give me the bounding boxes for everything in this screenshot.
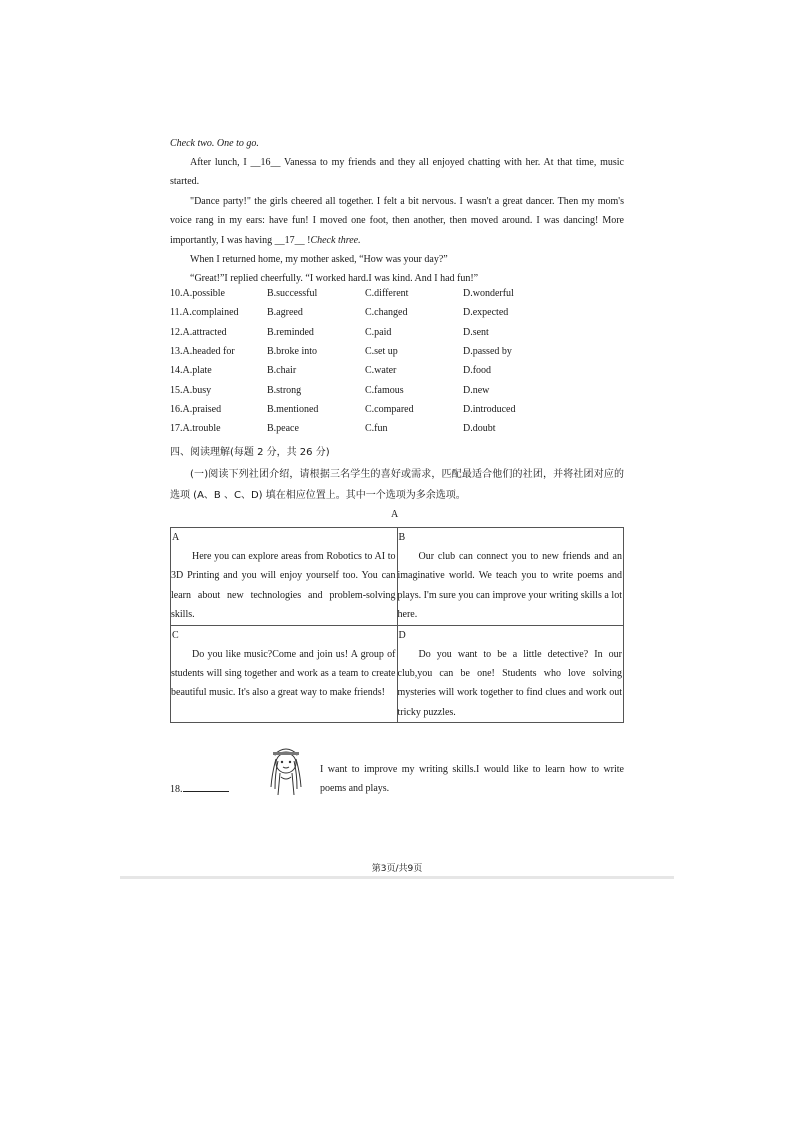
- option-text: D.passed by: [463, 346, 512, 357]
- option-text: C.water: [365, 365, 397, 376]
- check-two-line: Check two. One to go.: [170, 138, 259, 149]
- club-description: Do you like music?Come and join us! A group of students will sing together and work as a team to create beautiful music. It's also a great way to make friends!: [171, 648, 396, 699]
- option-text: 16.A.praised: [170, 404, 222, 415]
- question-18: [170, 780, 229, 795]
- answer-blank[interactable]: [183, 780, 229, 792]
- paragraph-dance-party: [170, 192, 624, 250]
- option-text: B.chair: [267, 365, 297, 376]
- option-text: D.food: [463, 365, 492, 376]
- passage-label: A: [391, 509, 399, 520]
- section-title: 四、阅读理解(每题 2 分，共 26 分): [170, 447, 330, 458]
- section-instruction: (一)阅读下列社团介绍，请根据三名学生的喜好或需求，匹配最适合他们的社团，并将社团对应的选项 (A、B 、C、D) 填在相应位置上。其中一个选项为多余选项。: [170, 469, 624, 501]
- option-row-12: [170, 327, 630, 346]
- option-row-15: [170, 385, 630, 404]
- paragraph-great-reply: “Great!”I replied cheerfully. “I worked hard.I was kind. And I had fun!”: [190, 273, 479, 284]
- option-text: D.new: [463, 385, 490, 396]
- option-text: C.fun: [365, 423, 388, 434]
- option-text: C.paid: [365, 327, 392, 338]
- option-text: B.reminded: [267, 327, 314, 338]
- option-text: B.successful: [267, 288, 318, 299]
- option-text: B.peace: [267, 423, 299, 434]
- option-row-16: [170, 404, 630, 423]
- girl-illustration: [266, 743, 306, 795]
- question-number: 18.: [170, 784, 183, 795]
- option-text: D.wonderful: [463, 288, 514, 299]
- option-text: 12.A.attracted: [170, 327, 227, 338]
- option-text: C.famous: [365, 385, 404, 396]
- club-letter: D: [398, 629, 406, 641]
- paragraph-after-lunch: After lunch, I __16__ Vanessa to my friends and they all enjoyed chatting with her. At that time, music started.: [170, 157, 624, 188]
- option-row-17: [170, 423, 630, 442]
- option-text: 15.A.busy: [170, 385, 212, 396]
- option-text: C.set up: [365, 346, 398, 357]
- option-text: D.introduced: [463, 404, 516, 415]
- option-text: C.different: [365, 288, 409, 299]
- option-text: B.strong: [267, 385, 302, 396]
- club-letter: B: [398, 532, 406, 543]
- club-description: Here you can explore areas from Robotics to AI to 3D Printing and you will enjoy yourself too. You can learn about new technologies and problem-solving skills.: [171, 551, 396, 621]
- option-text: 11.A.complained: [170, 307, 239, 318]
- option-text: B.mentioned: [267, 404, 319, 415]
- option-text: C.changed: [365, 307, 408, 318]
- option-row-13: [170, 346, 630, 365]
- club-table: [170, 527, 624, 723]
- check-three-text: Check three.: [310, 234, 361, 246]
- student-speech: I want to improve my writing skills.I would like to learn how to write poems and plays.: [320, 764, 624, 795]
- paragraph-dance-party-text: "Dance party!" the girls cheered all together. I felt a bit nervous. I wasn't a great dancer. Then my mom's voice rang in my ears: have fun! I moved one foot, then another, then moved around. I was dancing! More importantly, I was having __17__ !: [170, 196, 624, 246]
- option-text: 14.A.plate: [170, 365, 212, 376]
- footer-divider: [120, 876, 674, 879]
- option-row-14: [170, 365, 630, 384]
- option-text: D.doubt: [463, 423, 496, 434]
- option-text: C.compared: [365, 404, 414, 415]
- club-description: Do you want to be a little detective? In our club,you can be one! Students who love solving mysteries will work together to find clues and work out tricky puzzles.: [397, 648, 622, 718]
- option-row-10: [170, 288, 630, 307]
- paragraph-returned-home: When I returned home, my mother asked, “How was your day?”: [190, 254, 448, 265]
- club-cell-c: [171, 625, 398, 723]
- option-text: D.expected: [463, 307, 509, 318]
- club-description: Our club can connect you to new friends and an imaginative world. We teach you to write poems and plays. I'm sure you can improve your writing skills a lot here.: [397, 551, 622, 621]
- option-text: B.agreed: [267, 307, 303, 318]
- club-letter: A: [172, 532, 180, 543]
- option-row-11: [170, 307, 630, 326]
- club-cell-d: [397, 625, 624, 723]
- club-cell-a: [171, 528, 398, 626]
- option-text: D.sent: [463, 327, 489, 338]
- option-text: B.broke into: [267, 346, 317, 357]
- club-letter: C: [172, 629, 179, 641]
- option-text: 10.A.possible: [170, 288, 225, 299]
- option-text: 17.A.trouble: [170, 423, 221, 434]
- page-number: 第3页/共9页: [371, 864, 423, 874]
- club-cell-b: [397, 528, 624, 626]
- option-text: 13.A.headed for: [170, 346, 235, 357]
